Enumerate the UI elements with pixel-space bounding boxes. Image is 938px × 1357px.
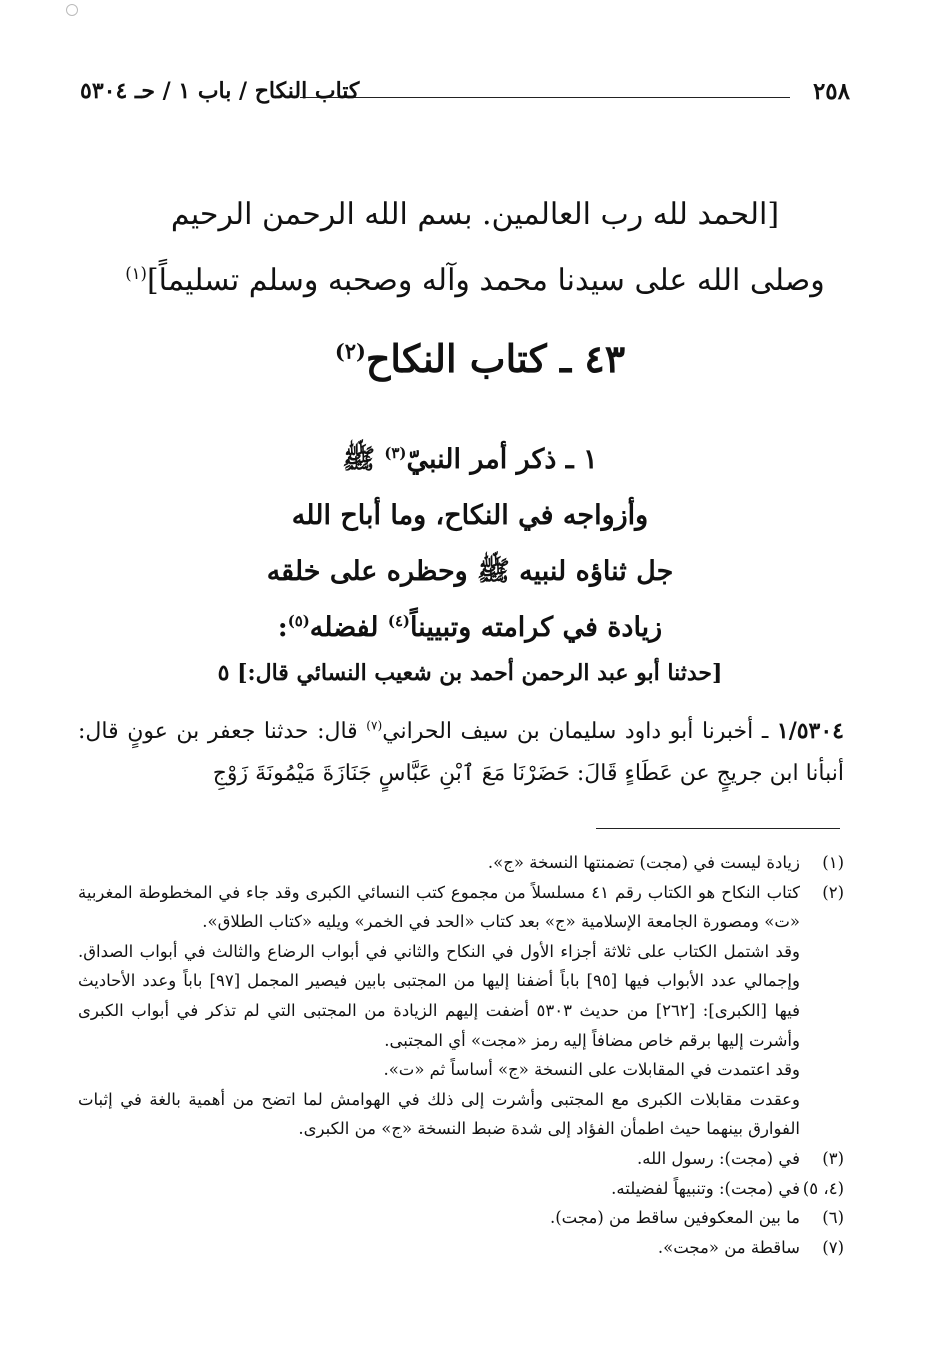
- footnote-text: زيادة ليست في (مجت) تضمنتها النسخة «ج».: [487, 853, 800, 872]
- footnote-text: ساقطة من «مجت».: [657, 1237, 800, 1257]
- footnote: [78, 1174, 844, 1204]
- footnote-text: ما بين المعكوفين ساقط من (مجت).: [549, 1208, 800, 1228]
- footnote-number: (٦): [822, 1208, 844, 1228]
- book-title-text: ٤٣ ـ كتاب النكاح: [365, 336, 626, 381]
- footnote-continuation: وقد اشتمل الكتاب على ثلاثة أجزاء الأول في النكاح والثاني في أبواب الرضاع والثالث في أبواب الصداق. وإجمالي عدد الأبواب فيها [٩٥] باباً أضفنا إليها من المجتبى بابين فيصير المجمل [٩٧] باباً وعدد الأحاديث فيها [الكبرى]: [٢٦٢] من حديث ٥٣٠٣ أضفت إليهم الزيادة من المجتبى التي لم تذكر في أبواب الكبرى وأشرت إليها برقم خاص مضافاً إليه رمز «مجت» أي المجتبى.: [78, 941, 800, 1050]
- chapter-line-1: [150, 432, 790, 488]
- footnote-number: (٣): [822, 1148, 844, 1168]
- footnote-ref: (٤): [387, 612, 410, 630]
- book-title: [200, 336, 760, 381]
- basmala-line-2: [110, 248, 840, 314]
- hadith-text-b: قال: حدثنا جعفر بن عونٍ قال: أنبأنا ابن جريجٍ عن عَطَاءٍ قَالَ: حَضَرْنَا مَعَ ٱبْنِ عَبَّاسٍ جَنَازَةَ مَيْمُونَةَ زَوْجِ: [78, 719, 844, 786]
- basmala-line-1: [الحمد لله رب العالمين. بسم الله الرحمن الرحيم: [170, 197, 780, 232]
- footnote: [78, 1144, 844, 1174]
- hadith-text-a: ـ أخبرنا أبو داود سليمان بن سيف الحراني: [382, 719, 769, 744]
- footnotes: [78, 848, 844, 1262]
- footnote-ref: (٣): [384, 444, 407, 462]
- chapter-heading: [150, 432, 790, 656]
- footnote: [78, 848, 844, 878]
- basmala: [110, 182, 840, 314]
- basmala-line-2-text: وصلى الله على سيدنا محمد وآله وصحبه وسلم تسليماً]: [146, 263, 825, 298]
- corner-mark: [66, 4, 78, 16]
- footnote-ref: (١): [125, 264, 147, 283]
- footnote: [78, 878, 844, 937]
- chapter-line-4-text-b: لفضله: [309, 612, 379, 643]
- chapter-line-3: جل ثناؤه لنبيه ﷺ وحظره على خلقه: [266, 556, 674, 587]
- chapter-line-1-text: ١ ـ ذكر أمر النبيّ: [406, 444, 598, 475]
- hadith-number: ١/٥٣٠٤: [776, 718, 844, 744]
- isnad-intro: [حدثنا أبو عبد الرحمن أحمد بن شعيب النسائي قال:] ٥: [217, 660, 723, 686]
- footnote-number: (١): [822, 853, 844, 872]
- footnote-ref: (٥): [287, 612, 310, 630]
- footnote-ref: (٧): [366, 718, 383, 733]
- running-title: كتاب النكاح / باب ١ / حـ ٥٣٠٤: [80, 78, 360, 104]
- footnote: [78, 1233, 844, 1263]
- page-number: ٢٥٨: [812, 78, 850, 105]
- chapter-line-4-text-a: زيادة في كرامته وتبييناً: [409, 612, 663, 643]
- header-rule: [300, 97, 790, 98]
- footnote: [78, 1203, 844, 1233]
- chapter-line-2: وأزواجه في النكاح، وما أباح الله: [291, 500, 649, 531]
- footnote-text: في (مجت): وتنبيهاً لفضيلته.: [611, 1178, 800, 1198]
- footnote-rule: [596, 828, 840, 829]
- footnote-number: (٧): [822, 1237, 844, 1257]
- hadith-text: [78, 710, 844, 795]
- footnote-text: في (مجت): رسول الله.: [637, 1148, 800, 1168]
- chapter-line-4-colon: :: [277, 612, 288, 643]
- footnote-text: كتاب النكاح هو الكتاب رقم ٤١ مسلسلاً من مجموع كتب النسائي الكبرى وقد جاء في المخطوطة المغربية «ت» ومصورة الجامعة الإسلامية «ج» بعد كتاب «الحد في الخمر» ويليه «كتاب الطلاق».: [78, 882, 800, 932]
- footnote-number: (٢): [822, 882, 844, 902]
- footnote-ref: (٢): [334, 338, 366, 364]
- footnote-number: (٤، ٥): [802, 1178, 844, 1198]
- chapter-line-4: [150, 600, 790, 656]
- footnote-continuation: وعقدت مقابلات الكبرى مع المجتبى وأشرت إلى ذلك في الهوامش لما اتضح من أهمية بالغة في إثبات الفوارق بينهما حيث اطمأن الفؤاد إلى شدة ضبط النسخة «ج» من الكبرى.: [78, 1089, 800, 1139]
- page-header: [80, 78, 850, 112]
- footnote-continuation: وقد اعتمدت في المقابلات على النسخة «ج» أساساً ثم «ت».: [383, 1060, 800, 1080]
- salutation-glyph: ﷺ: [342, 444, 375, 475]
